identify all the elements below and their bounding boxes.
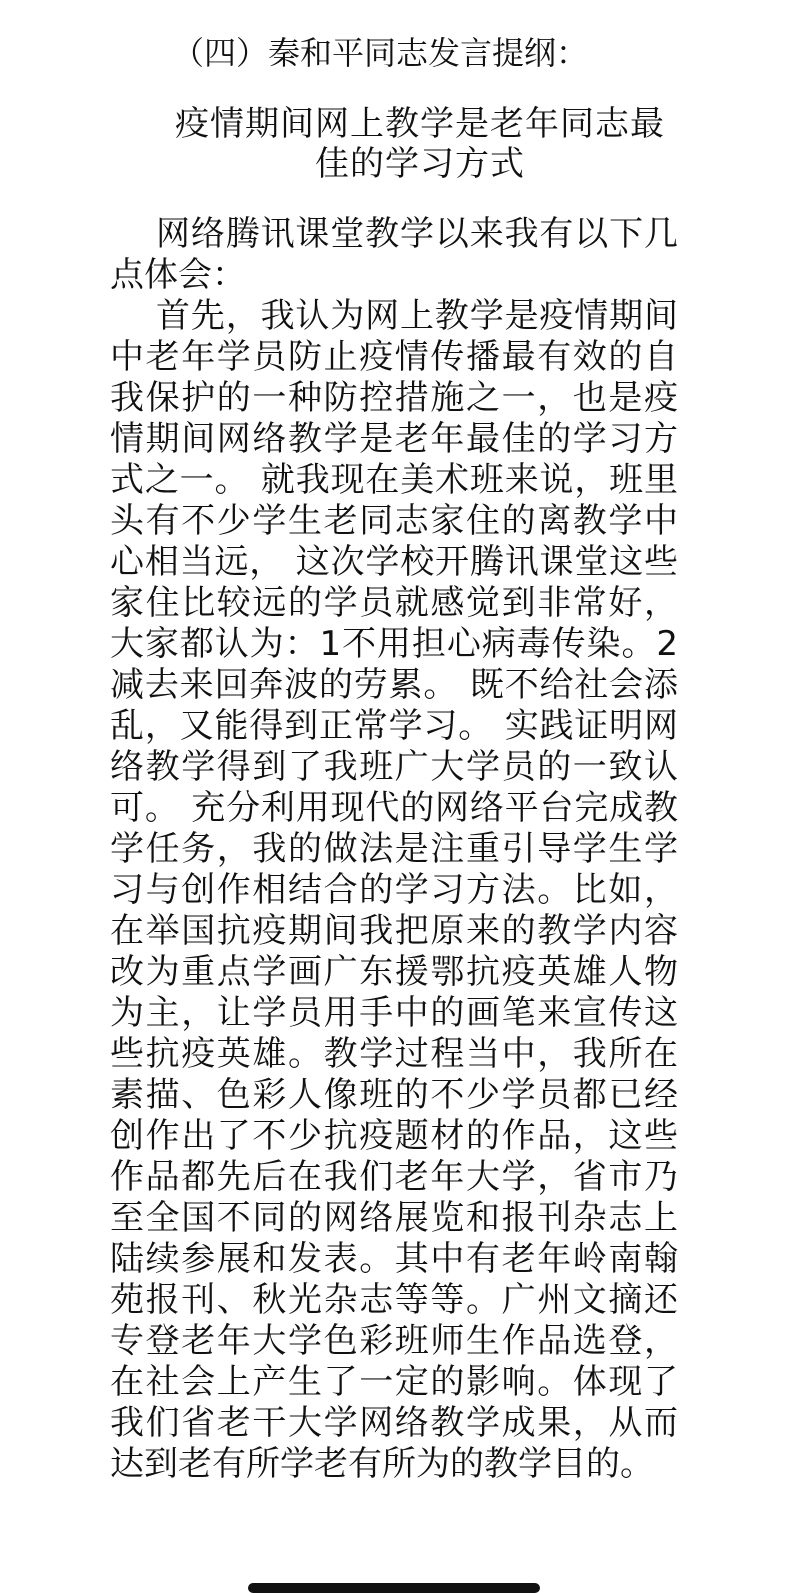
section-heading: （四）秦和平同志发言提纲： [172,34,589,72]
body-paragraph-main: 首先，我认为网上教学是疫情期间中老年学员防止疫情传播最有效的自我保护的一种防控措施之一，也是疫情期间网络教学是老年最佳的学习方式之一。 就我现在美术班来说，班里头有不少学生老同志家住的离教学中心相当远， 这次学校开腾讯课堂这些家住比较远的学员就感觉到非常好，大家都认为：1不用担心病毒传染。2减去来回奔波的劳累。 既不给社会添乱，又能得到正常学习。 实践证明网络教学得到了我班广大学员的一致认可。 充分利用现代的网络平台完成教学任务，我的做法是注重引导学生学习与创作相结合的学习方法。比如，在举国抗疫期间我把原来的教学内容改为重点学画广东援鄂抗疫英雄人物为主，让学员用手中的画笔来宣传这些抗疫英雄。教学过程当中，我所在素描、色彩人像班的不少学员都已经创作出了不少抗疫题材的作品，这些作品都先后在我们老年大学，省市乃至全国不同的网络展览和报刊杂志上陆续参展和发表。其中有老年岭南翰苑报刊、秋光杂志等等。广州文摘还专登老年大学色彩班师生作品选登，在社会上产生了一定的影响。体现了我们省老干大学网络教学成果，从而达到老有所学老有所为的教学目的。 [110,296,678,1484]
body-paragraph-intro: 网络腾讯课堂教学以来我有以下几点体会： [110,214,678,295]
document-body [110,214,678,1485]
document-title: 疫情期间网上教学是老年同志最佳的学习方式 [175,104,665,184]
home-indicator-bar[interactable] [248,1583,540,1593]
